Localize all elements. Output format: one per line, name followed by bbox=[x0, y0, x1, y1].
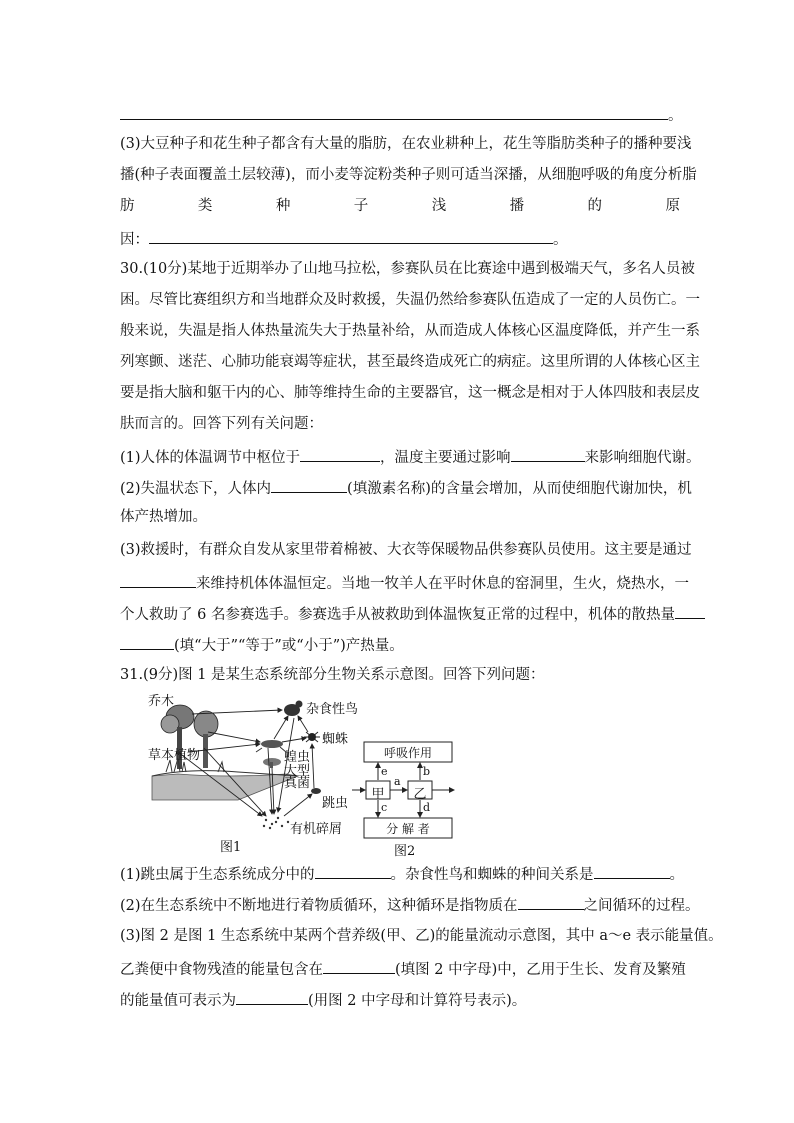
text: (1)人体的体温调节中枢位于 bbox=[120, 450, 301, 466]
spread-char: 子 bbox=[353, 198, 369, 214]
spider-icon bbox=[304, 732, 320, 742]
q31-sub1 bbox=[120, 862, 686, 885]
q29-part3-line2: 播(种子表面覆盖土层较薄)，而小麦等淀粉类种子则可适当深播，从细胞呼吸的角度分析脂 bbox=[120, 167, 697, 183]
q31-sub3-cont bbox=[120, 988, 686, 1011]
grasshopper-icon bbox=[256, 740, 286, 752]
jia-label: 甲 bbox=[371, 787, 385, 802]
spread-char: 播 bbox=[509, 198, 525, 214]
yi-label: 乙 bbox=[413, 787, 427, 802]
spread-char: 原 bbox=[665, 198, 680, 214]
spread-char: 类 bbox=[197, 198, 213, 214]
label-organic-detritus: 有机碎屑 bbox=[290, 822, 343, 837]
q30-intro-line: 要是指大脑和躯干内的心、肺等维持生命的主要器官，这一概念是相对于人体四肢和表层皮 bbox=[120, 385, 700, 401]
answer-blank[interactable] bbox=[594, 862, 670, 879]
spread-char: 浅 bbox=[431, 198, 447, 214]
answer-blank[interactable] bbox=[271, 476, 347, 493]
q30-intro-line: 列寒颤、迷茫、心肺功能衰竭等症状，甚至最终造成死亡的病症。这里所谓的人体核心区主 bbox=[120, 354, 700, 370]
label-spider: 蜘蛛 bbox=[322, 732, 349, 747]
answer-blank[interactable] bbox=[675, 602, 705, 619]
letter-e: e bbox=[381, 765, 388, 778]
text: 乙粪便中食物残渣的能量包含在 bbox=[120, 962, 323, 978]
arrow bbox=[274, 716, 288, 739]
answer-blank[interactable] bbox=[518, 893, 584, 910]
figure-2-energy-flow bbox=[350, 741, 460, 859]
text: 来维持机体体温恒定。当地一牧羊人在平时休息的窑洞里，生火，烧热水，一 bbox=[196, 576, 689, 592]
q30-sub2-cont: 体产热增加。 bbox=[120, 509, 207, 525]
letter-d: d bbox=[423, 801, 431, 814]
text: (用图 2 中字母和计算符号表示)。 bbox=[308, 993, 527, 1009]
bird-icon bbox=[284, 701, 303, 717]
text: 因： bbox=[120, 232, 149, 248]
text: 的能量值可表示为 bbox=[120, 993, 236, 1009]
arrow bbox=[312, 744, 314, 788]
q30-intro-line: 般来说，失温是指人体热量流失大于热量补给，从而造成人体核心区温度降低，并产生一系 bbox=[120, 323, 700, 339]
text: 来影响细胞代谢。 bbox=[584, 450, 701, 466]
text: (填激素名称)的含量会增加，从而使细胞代谢加快，机 bbox=[347, 481, 692, 497]
text: (2)失温状态下，人体内 bbox=[120, 481, 272, 497]
respiration-label: 呼吸作用 bbox=[383, 746, 432, 760]
q31-sub2 bbox=[120, 893, 700, 916]
spread-char: 的 bbox=[587, 198, 603, 214]
q30-sub2 bbox=[120, 476, 692, 499]
arrow bbox=[298, 716, 308, 732]
answer-blank[interactable] bbox=[149, 227, 553, 244]
fungus-icon bbox=[263, 758, 281, 768]
text: ，温度主要通过影响 bbox=[380, 450, 511, 466]
text: (填“大于”“等于”或“小于”)产热量。 bbox=[174, 638, 404, 654]
letter-c: c bbox=[381, 801, 388, 814]
arrow bbox=[208, 732, 260, 742]
springtail-icon bbox=[311, 788, 321, 794]
text: (2)在生态系统中不断地进行着物质循环，这种循环是指物质在 bbox=[120, 898, 518, 914]
q30-intro-line: 困。尽管比赛组织方和当地群众及时救援，失温仍然给参赛队伍造成了一定的人员伤亡。一 bbox=[120, 292, 700, 308]
answer-blank[interactable] bbox=[236, 988, 308, 1005]
q30-intro-line: 30.(10分)某地于近期举办了山地马拉松，参赛队员在比赛途中遇到极端天气，多名人员被 bbox=[120, 261, 695, 277]
text: 之间循环的过程。 bbox=[583, 898, 700, 914]
text: 。 bbox=[669, 867, 685, 883]
answer-blank[interactable] bbox=[300, 445, 380, 462]
arrow bbox=[284, 794, 312, 816]
text: 。杂食性鸟和蜘蛛的种间关系是 bbox=[390, 867, 594, 883]
q29-part3-line3 bbox=[120, 196, 680, 216]
text: (1)跳虫属于生态系统成分中的 bbox=[120, 867, 315, 883]
label-locust: 蝗虫 bbox=[284, 750, 311, 765]
figure-1-caption: 图1 bbox=[220, 840, 242, 855]
label-herbaceous-plant: 草本植物 bbox=[148, 748, 201, 763]
label-omnivorous-bird: 杂食性鸟 bbox=[306, 702, 359, 717]
label-large: 大型 bbox=[284, 764, 311, 779]
letter-b: b bbox=[423, 765, 431, 778]
q29-answer-line bbox=[120, 103, 686, 126]
label-springtail: 跳虫 bbox=[322, 796, 349, 811]
figure-2-caption: 图2 bbox=[394, 844, 416, 859]
answer-blank[interactable] bbox=[511, 445, 585, 462]
arrow bbox=[282, 738, 306, 742]
end-mark: 。 bbox=[668, 108, 683, 124]
q31-intro: 31.(9分)图 1 是某生态系统部分生物关系示意图。回答下列问题： bbox=[120, 667, 545, 683]
answer-blank[interactable] bbox=[120, 103, 668, 120]
label-tree: 乔木 bbox=[148, 694, 175, 709]
q31-sub3-cont bbox=[120, 957, 686, 980]
text: (填图 2 中字母)中，乙用于生长、发育及繁殖 bbox=[395, 962, 686, 978]
q30-sub3-cont bbox=[120, 571, 689, 594]
spread-char: 肪 bbox=[120, 198, 135, 214]
q29-part3-line4 bbox=[120, 227, 686, 250]
answer-blank[interactable] bbox=[120, 633, 174, 650]
text: 。 bbox=[553, 232, 568, 248]
answer-blank[interactable] bbox=[323, 957, 395, 974]
q29-part3-line1: (3)大豆种子和花生种子都含有大量的脂肪，在农业耕种上，花生等脂肪类种子的播种要浅 bbox=[120, 136, 692, 152]
q31-sub3: (3)图 2 是图 1 生态系统中某两个营养级(甲、乙)的能量流动示意图，其中 a～e 表示能量值。 bbox=[120, 928, 723, 944]
q30-sub3-cont bbox=[120, 602, 686, 625]
q30-sub3: (3)救援时，有群众自发从家里带着棉被、大衣等保暖物品供参赛队员使用。这主要是通过 bbox=[120, 542, 692, 558]
answer-blank[interactable] bbox=[315, 862, 391, 879]
answer-blank[interactable] bbox=[120, 571, 196, 588]
q30-sub3-cont bbox=[120, 633, 686, 656]
text: 个人救助了 6 名参赛选手。参赛选手从被救助到体温恢复正常的过程中，机体的散热量 bbox=[120, 607, 675, 623]
decomposer-label: 分 解 者 bbox=[386, 822, 430, 836]
spread-char: 种 bbox=[275, 198, 291, 214]
ground-slope bbox=[152, 774, 298, 800]
letter-a: a bbox=[394, 775, 401, 788]
detritus-dots bbox=[263, 817, 289, 829]
label-fungi: 真菌 bbox=[284, 776, 311, 791]
q30-intro-line: 肤而言的。回答下列有关问题： bbox=[120, 416, 323, 432]
q30-sub1 bbox=[120, 445, 701, 468]
